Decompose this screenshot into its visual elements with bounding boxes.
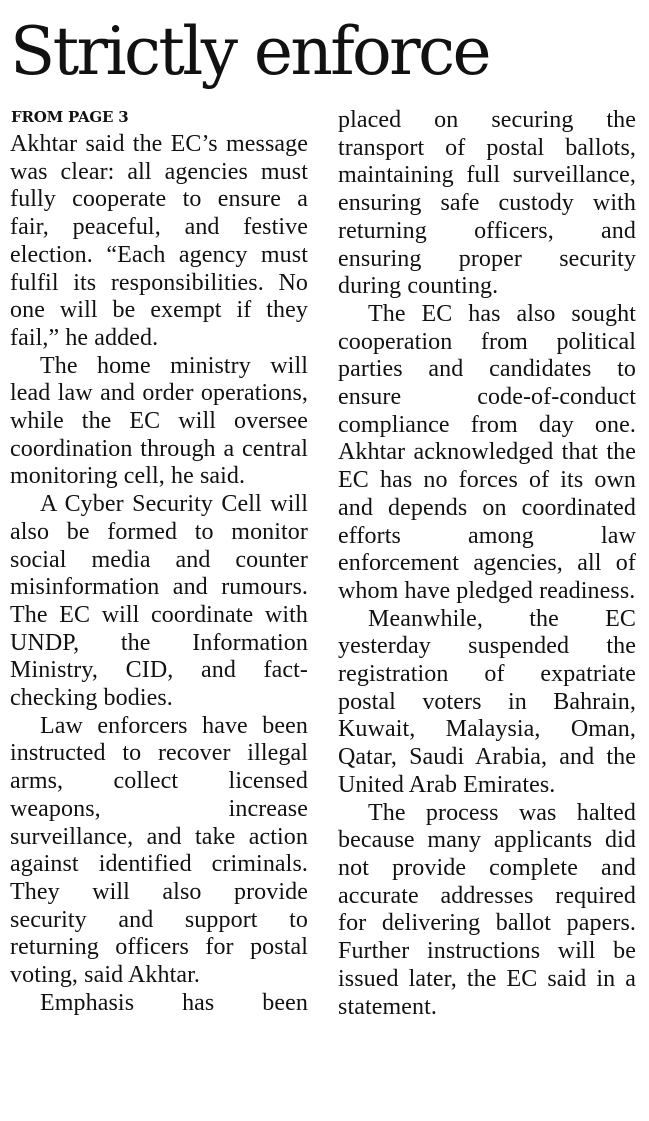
paragraph: A Cyber Security Cell will also be formed to monitor social media and counter misinformation and rumours. The EC will coordinate with UNDP, the Information Ministry, CID, and fact-checking bodies. [10, 491, 308, 712]
paragraph: The home ministry will lead law and order operations, while the EC will oversee coordination through a central monitoring cell, he said. [10, 352, 308, 490]
article-column-right [338, 107, 636, 1021]
paragraph: placed on securing the transport of postal ballots, maintaining full surveillance, ensuring safe custody with returning officers, and ensuring proper security during counting. [338, 107, 636, 300]
paragraph: The process was halted because many applicants did not provide complete and accurate addresses required for delivering ballot papers. Further instructions will be issued later, the EC said in a statement. [338, 799, 636, 1020]
headline: Strictly enforce [10, 13, 489, 90]
paragraph: The EC has also sought cooperation from political parties and candidates to ensure code-of-conduct compliance from day one. Akhtar acknowledged that the EC has no forces of its own and depends on coordinated efforts among law enforcement agencies, all of whom have pledged readiness. [338, 300, 636, 604]
continued-from-label: FROM PAGE 3 [11, 108, 129, 126]
paragraph: Emphasis has been [40, 989, 308, 1016]
article-column-left [10, 131, 308, 1018]
paragraph: Law enforcers have been instructed to recover illegal arms, collect licensed weapons, increase surveillance, and take action against identified criminals. They will also provide security and support to returning officers for postal voting, said Akhtar. [10, 712, 308, 989]
paragraph: Meanwhile, the EC yesterday suspended the registration of expatriate postal voters in Bahrain, Kuwait, Malaysia, Oman, Qatar, Saudi Arabia, and the United Arab Emirates. [338, 605, 636, 798]
paragraph: Akhtar said the EC’s message was clear: all agencies must fully cooperate to ensure a fair, peaceful, and festive election. “Each agency must fulfil its responsibilities. No one will be exempt if they fail,” he added. [10, 131, 308, 351]
